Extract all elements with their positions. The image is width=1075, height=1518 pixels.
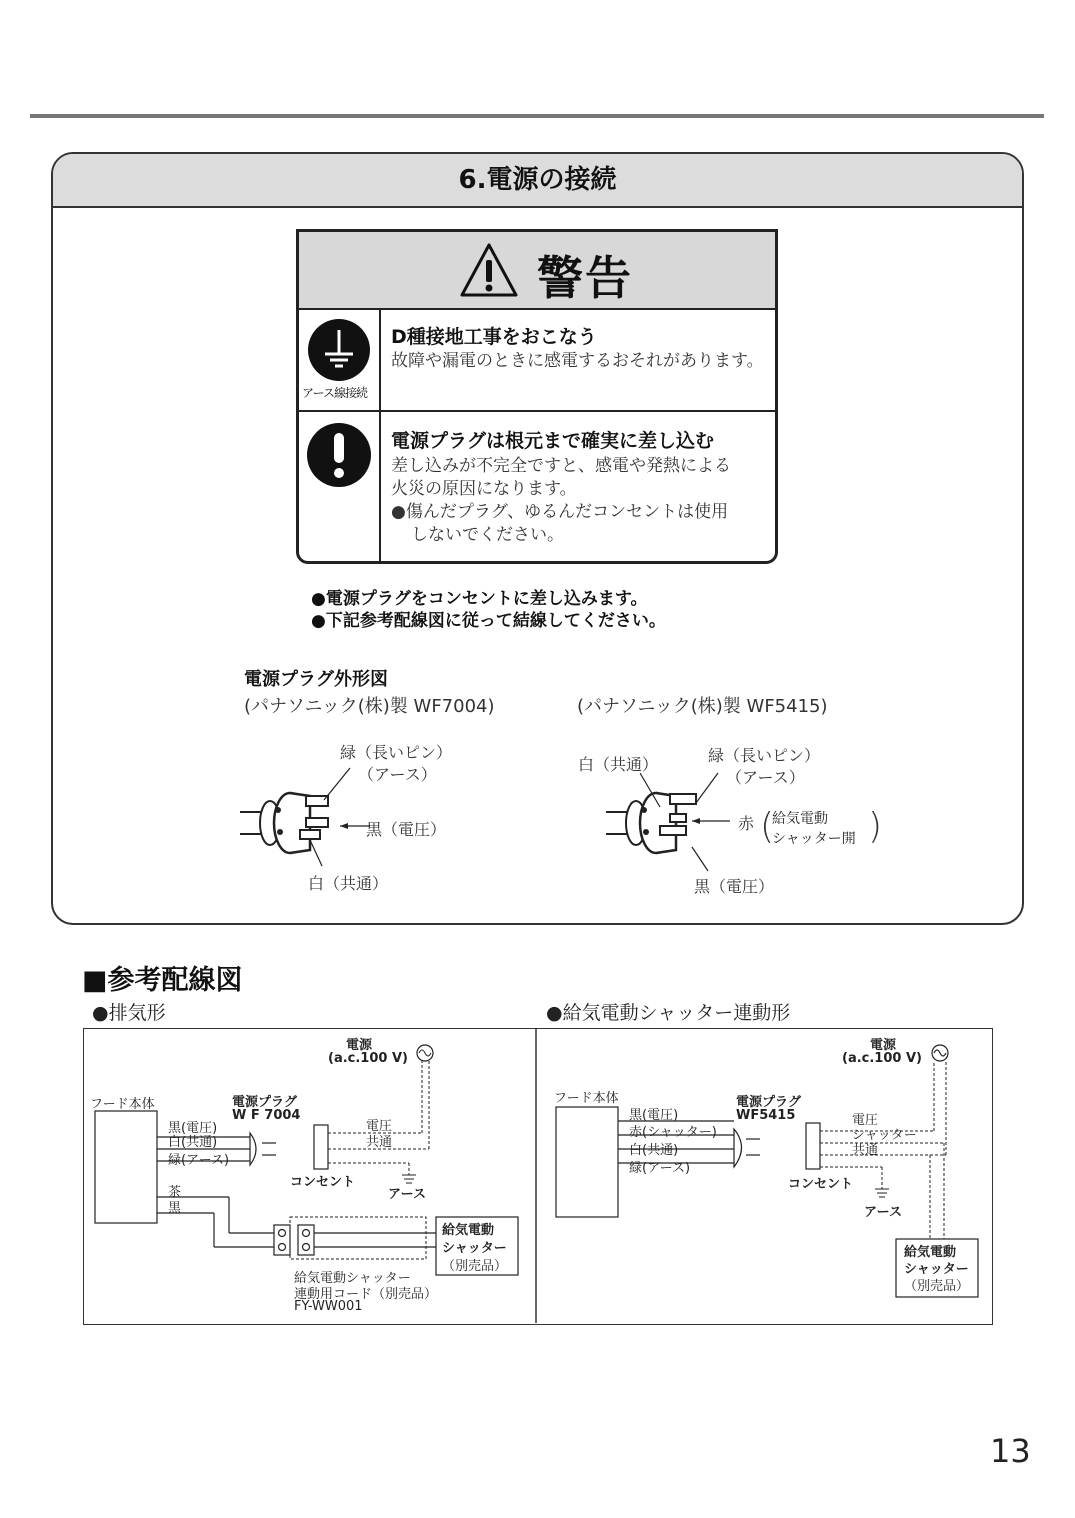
left-white-label: 白（共通）: [308, 874, 389, 893]
left-voltage-label: 電圧: [366, 1119, 393, 1134]
right-plug-label: 電源プラグ: [736, 1095, 802, 1110]
left-wire-brown: 茶: [168, 1185, 182, 1200]
plug-right-caption: (パナソニック(株)製 WF5415): [577, 696, 828, 717]
left-common-label: 共通: [366, 1135, 393, 1150]
exclamation-icon: [306, 422, 372, 488]
right-outlet-label: コンセント: [788, 1177, 854, 1192]
right-red-sub1: 給気電動: [772, 811, 828, 827]
reference-title: ■参考配線図: [82, 965, 243, 996]
warning-triangle-icon: [459, 242, 519, 298]
left-shutter-1: 給気電動: [442, 1223, 495, 1238]
left-hood-label: フード本体: [90, 1097, 155, 1112]
right-plug-model: WF5415: [736, 1108, 796, 1123]
left-plug-model: W F 7004: [232, 1108, 301, 1123]
left-power-label: 電源: [346, 1038, 373, 1053]
right-hood-label: フード本体: [554, 1091, 619, 1106]
reference-right-sub: ●給気電動シャッター連動形: [546, 1002, 791, 1024]
right-wire-white: 白(共通): [629, 1143, 679, 1158]
left-wire-black2: 黒: [168, 1201, 182, 1216]
left-wire-green: 緑(アース): [168, 1153, 230, 1168]
left-wire-black: 黒(電圧): [168, 1121, 218, 1136]
warning-header: [299, 232, 775, 310]
warning-box: [296, 229, 778, 564]
right-wire-green: 緑(アース): [629, 1161, 691, 1176]
right-black-label: 黒（電圧）: [694, 877, 775, 896]
right-voltage-label: 電圧: [852, 1113, 879, 1128]
right-common-label: 共通: [852, 1143, 879, 1158]
warning-item-plug: [299, 412, 775, 562]
left-wire-white: 白(共通): [168, 1135, 218, 1150]
right-shutter-1: 給気電動: [904, 1245, 957, 1260]
right-red-paren-open: (: [760, 806, 775, 847]
right-shutter-2: シャッター: [904, 1262, 969, 1277]
left-earth-label: アース: [388, 1187, 426, 1202]
top-rule: [30, 114, 1044, 118]
left-shutter-3: （別売品）: [442, 1259, 508, 1274]
instruction-2: ●下記参考配線図に従って結線してください。: [311, 611, 666, 631]
earth-icon-label: アース線接続: [302, 386, 368, 400]
warning-item2-title: 電源プラグは根元まで確実に差し込む: [391, 430, 715, 452]
plug-left-caption: (パナソニック(株)製 WF7004): [244, 696, 495, 717]
right-shutter-wire-label: シャッター: [852, 1128, 917, 1143]
page-number: 13: [990, 1432, 1031, 1470]
right-power-label: 電源: [870, 1038, 897, 1053]
warning-item1-text: 故障や漏電のときに感電するおそれがあります。: [391, 351, 764, 371]
warning-item2-bullet1: ●傷んだプラグ、ゆるんだコンセントは使用: [391, 502, 729, 522]
warning-item2-bullet2: しないでください。: [411, 525, 564, 545]
section-title: 6.電源の接続: [53, 154, 1022, 208]
reference-left-sub: ●排気形: [92, 1002, 166, 1024]
left-green-sub: （アース）: [358, 765, 437, 784]
right-green-sub: （アース）: [726, 768, 805, 787]
right-red-paren-close: ): [868, 806, 883, 847]
right-red-label: 赤: [738, 814, 755, 833]
warning-item2-text1: 差し込みが不完全ですと、感電や発熱による: [391, 456, 731, 476]
right-white-label: 白（共通）: [578, 755, 659, 774]
left-cord-3: FY-WW001: [294, 1299, 363, 1314]
left-outlet-label: コンセント: [290, 1175, 356, 1190]
wiring-diagrams-box: [83, 1028, 993, 1325]
instruction-1: ●電源プラグをコンセントに差し込みます。: [311, 589, 648, 609]
warning-item-earth: [299, 308, 775, 412]
right-earth-label: アース: [864, 1205, 902, 1220]
left-black-label: 黒（電圧）: [366, 820, 447, 839]
warning-title: 警告: [537, 251, 633, 305]
left-cord-1: 給気電動シャッター: [294, 1271, 411, 1286]
right-red-sub2: シャッター開: [772, 831, 856, 847]
left-shutter-2: シャッター: [442, 1241, 507, 1256]
right-wire-red: 赤(シャッター): [629, 1125, 717, 1140]
right-wire-black: 黒(電圧): [629, 1108, 679, 1123]
wiring-lines: [84, 1029, 991, 1323]
right-power-spec: (a.c.100 V): [842, 1051, 922, 1066]
warning-item1-title: D種接地工事をおこなう: [391, 326, 597, 348]
warning-item2-text2: 火災の原因になります。: [391, 479, 577, 499]
right-shutter-3: （別売品）: [904, 1279, 970, 1294]
left-green-label: 緑（長いピン）: [340, 743, 453, 762]
left-power-spec: (a.c.100 V): [328, 1051, 408, 1066]
earth-ground-icon: [307, 318, 371, 382]
plug-shape-title: 電源プラグ外形図: [244, 669, 388, 690]
right-green-label: 緑（長いピン）: [708, 746, 821, 765]
left-plug-label: 電源プラグ: [232, 1095, 298, 1110]
left-cord-2: 連動用コード（別売品）: [294, 1287, 438, 1302]
